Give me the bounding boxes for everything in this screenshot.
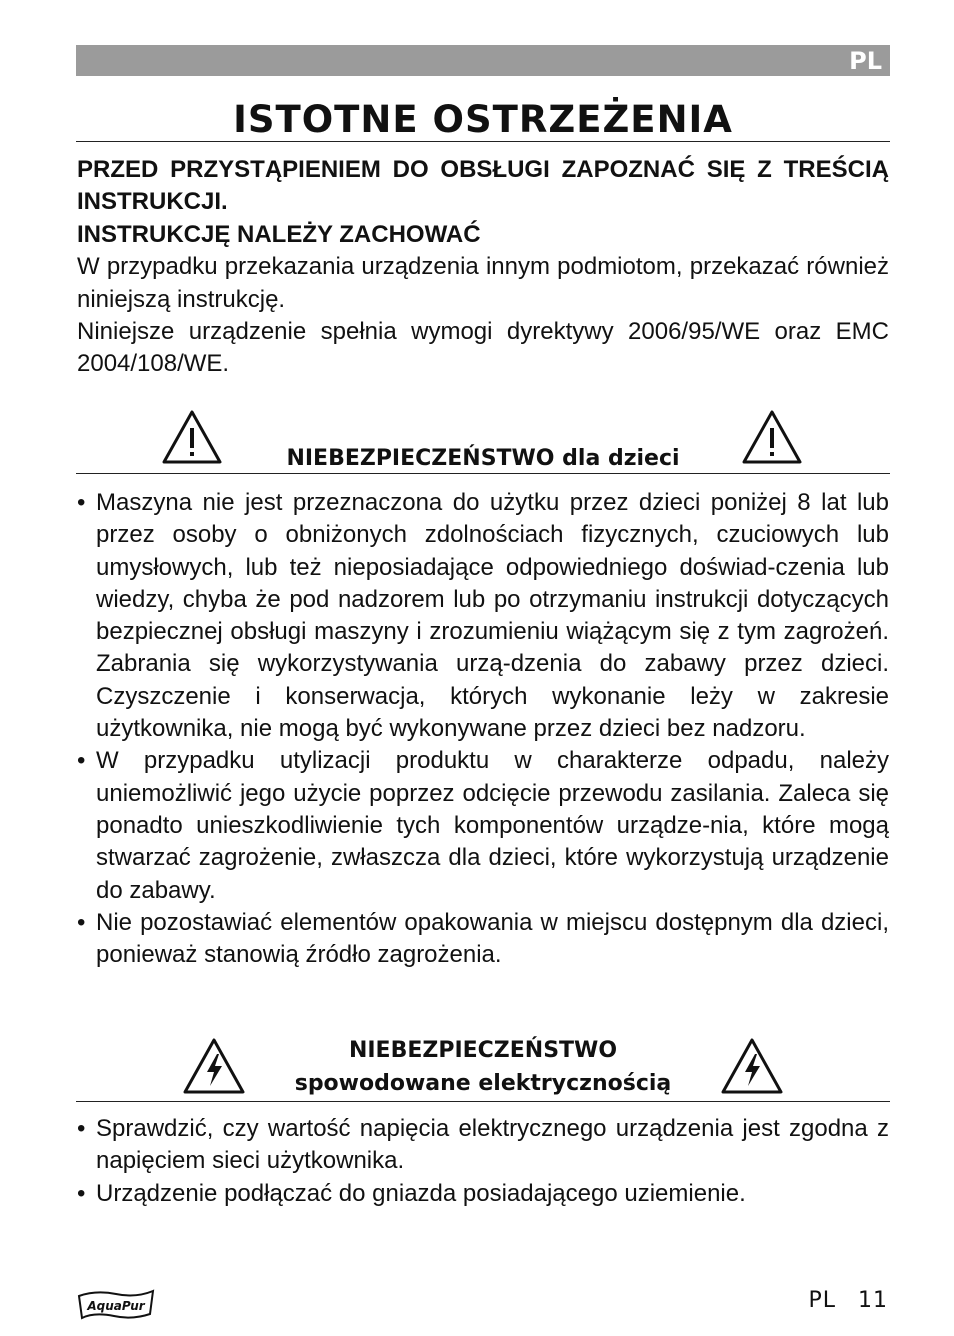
page-footer (808, 1288, 888, 1313)
section-electric-divider (76, 1101, 890, 1102)
section-children-title: NIEBEZPIECZEŃSTWO dla dzieci (286, 446, 680, 471)
list-item: • Sprawdzić, czy wartość napięcia elektrycznego urządzenia jest zgodna z napięciem sieci użytkownika. (77, 1115, 889, 1175)
language-bar (76, 45, 890, 76)
warning-triangle-icon (742, 410, 802, 464)
intro-paragraph-directive: Niniejsze urządzenie spełnia wymogi dyrektywy 2006/95/WE oraz EMC 2004/108/WE. (77, 318, 889, 378)
aquapur-logo (76, 1288, 156, 1322)
language-code: PL (849, 47, 882, 75)
electric-warnings-list (77, 1113, 889, 1210)
intro-keep-notice: INSTRUKCJĘ NALEŻY ZACHOWAĆ (77, 220, 481, 248)
intro-bold-notice: PRZED PRZYSTĄPIENIEM DO OBSŁUGI ZAPOZNAĆ SIĘ Z TREŚCIĄ INSTRUKCJI. (77, 156, 889, 216)
electric-hazard-icon (721, 1038, 783, 1094)
intro-paragraph-transfer: W przypadku przekazania urządzenia innym podmiotom, przekazać również niniejszą instrukcję. (77, 253, 889, 313)
list-item: • W przypadku utylizacji produktu w charakterze odpadu, należy uniemożliwić jego użycie poprzez odcięcie przewodu zasilania. Zaleca się ponadto unieszkodliwienie tych komponentów urządze-nia, które mogą stwarzać zagrożenie, zwłaszcza dla dzieci, które wykorzystują urządzenie do zabawy. (77, 747, 889, 904)
section-children-divider (76, 473, 890, 474)
page-number: 11 (858, 1288, 888, 1313)
children-warnings-list (77, 487, 889, 971)
section-electric-title-line-1: NIEBEZPIECZEŃSTWO (348, 1038, 618, 1063)
svg-text:AquaPur: AquaPur (87, 1299, 145, 1313)
list-item: • Urządzenie podłączać do gniazda posiadającego uziemienie. (77, 1179, 746, 1207)
list-item: • Maszyna nie jest przeznaczona do użytku przez dzieci poniżej 8 lat lub przez osoby o obniżonych zdolnościach fizycznych, czuciowych lub umysłowych, lub też nieposiadające odpowiedniego doświad-czenia lub wiedzy, chyba że pod nadzorem lub po otrzymaniu instrukcji dotyczących bezpiecznej obsługi maszyny i zrozumieniu wiążącym się z tym zagrożeń. Zabrania się wykorzystywania urzą-dzenia do zabawy przez dzieci. Czyszczenie i konserwacja, których wykonanie leży w zakresie użytkownika, nie mogą być wykonywane przez dzieci bez nadzoru. (77, 489, 889, 743)
section-electric-title-line-2: spowodowane elektrycznością (294, 1071, 672, 1096)
intro-block (77, 154, 889, 381)
list-item: • Nie pozostawiać elementów opakowania w miejscu dostępnym dla dzieci, ponieważ stanowią źródło zagrożenia. (77, 908, 889, 969)
page-title: ISTOTNE OSTRZEŻENIA (233, 98, 733, 141)
footer-language-code: PL (808, 1288, 836, 1313)
title-divider (76, 141, 890, 142)
